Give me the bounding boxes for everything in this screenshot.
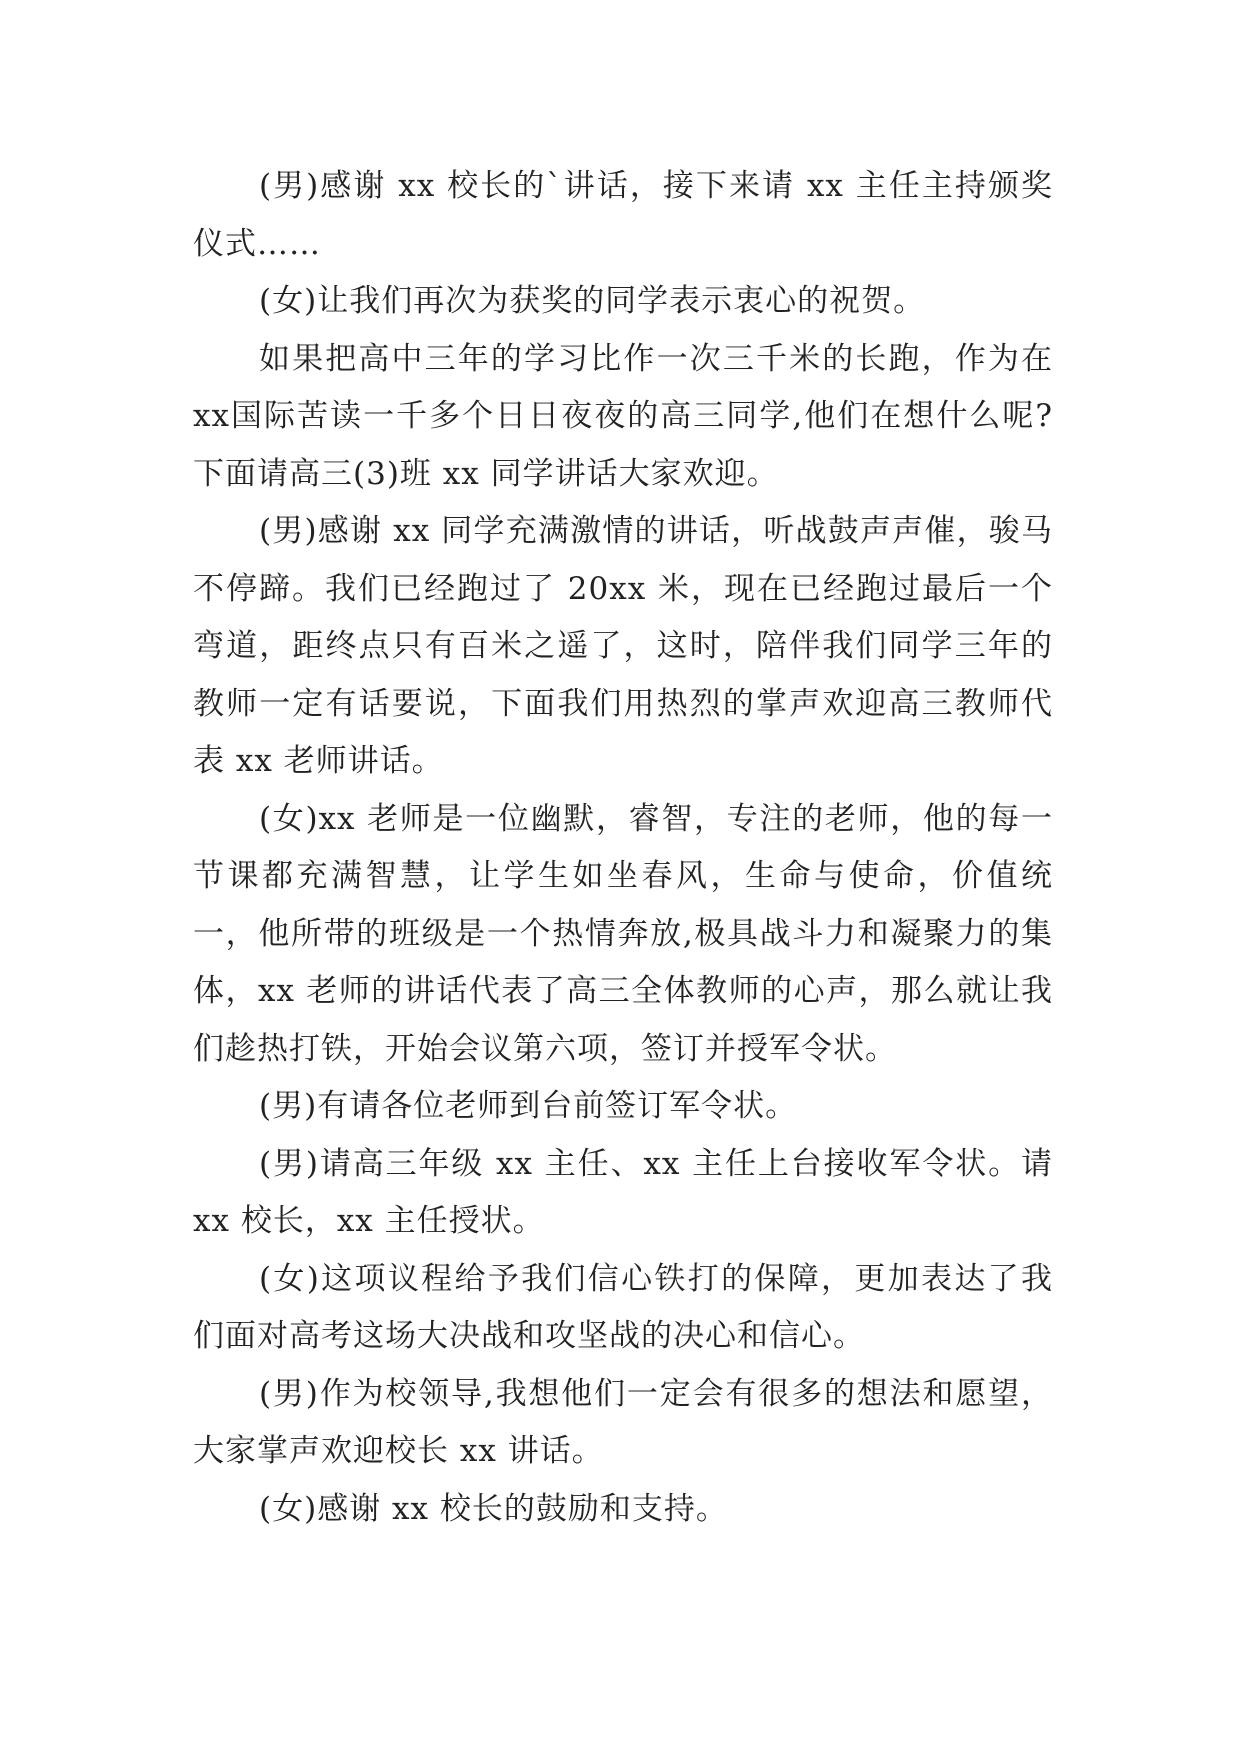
paragraph: 如果把高中三年的学习比作一次三千米的长跑，作为在xx国际苦读一千多个日日夜夜的高三同学,他们在想什么呢?下面请高三(3)班 xx 同学讲话大家欢迎。 [193, 340, 1053, 492]
paragraph: (男)感谢 xx 校长的`讲话，接下来请 xx 主任主持颁奖仪式…… [193, 168, 1053, 262]
paragraph: (男)感谢 xx 同学充满激情的讲话，听战鼓声声催，骏马不停蹄。我们已经跑过了 20xx 米，现在已经跑过最后一个弯道，距终点只有百米之遥了，这时，陪伴我们同学三年的教师一定有话要说，下面我们用热烈的掌声欢迎高三教师代表 xx 老师讲话。 [193, 513, 1053, 779]
paragraph: (男)请高三年级 xx 主任、xx 主任上台接收军令状。请xx 校长，xx 主任授状。 [193, 1145, 1053, 1239]
paragraph: (男)作为校领导,我想他们一定会有很多的想法和愿望，大家掌声欢迎校长 xx 讲话。 [193, 1375, 1053, 1469]
paragraph: (女)这项议程给予我们信心铁打的保障，更加表达了我们面对高考这场大决战和攻坚战的决心和信心。 [193, 1260, 1053, 1354]
paragraph: (男)有请各位老师到台前签订军令状。 [259, 1088, 798, 1124]
document-body [193, 158, 1053, 1538]
paragraph: (女)感谢 xx 校长的鼓励和支持。 [259, 1490, 728, 1527]
paragraph: (女)xx 老师是一位幽默，睿智，专注的老师，他的每一节课都充满智慧，让学生如坐春风，生命与使命，价值统一，他所带的班级是一个热情奔放,极具战斗力和凝聚力的集体，xx 老师的讲话代表了高三全体教师的心声，那么就让我们趁热打铁，开始会议第六项，签订并授军令状。 [193, 800, 1053, 1067]
paragraph: (女)让我们再次为获奖的同学表示衷心的祝贺。 [259, 283, 926, 319]
